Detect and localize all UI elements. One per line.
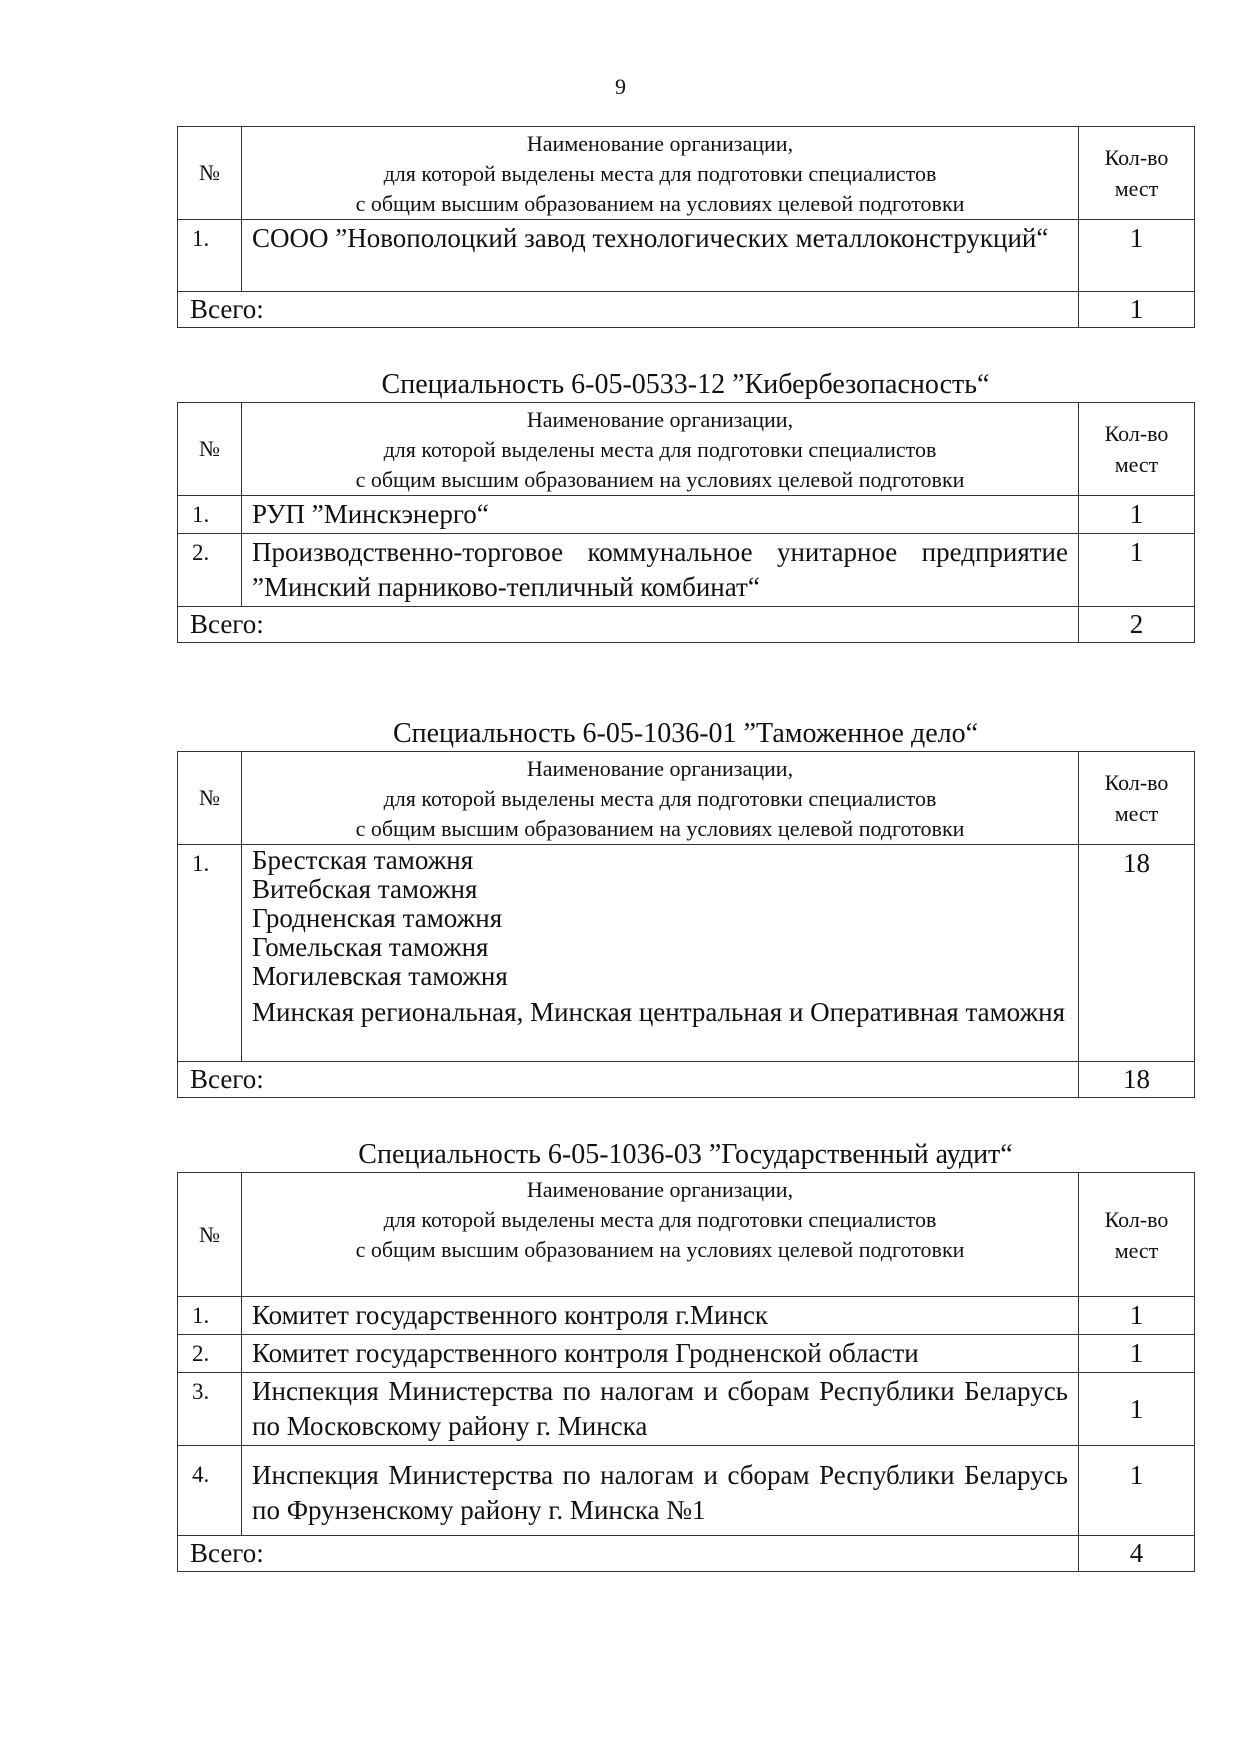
places-count: 1 [1079, 496, 1195, 534]
total-count: 1 [1079, 292, 1195, 328]
customs-office: Витебская таможня [252, 874, 478, 904]
table-row [178, 1446, 1195, 1536]
header-quantity [1079, 752, 1195, 845]
header-number: № [178, 752, 242, 845]
table-header-row [178, 752, 1195, 845]
total-row [178, 1536, 1195, 1572]
places-count: 18 [1079, 845, 1195, 1062]
table-row [178, 220, 1195, 292]
section-4 [177, 1138, 1194, 1572]
total-count: 18 [1079, 1062, 1195, 1098]
total-row [178, 607, 1195, 643]
customs-office: Гродненская таможня [252, 903, 503, 933]
total-label: Всего: [178, 292, 1079, 328]
section-heading: Специальность 6-05-1036-03 ”Государственный аудит“ [358, 1139, 1013, 1170]
header-qty-line: мест [1114, 1237, 1159, 1263]
organizations-table [177, 1172, 1195, 1572]
organization-name: СООО ”Новополоцкий завод технологических металлоконструкций“ [242, 220, 1079, 292]
organizations-table [177, 126, 1195, 328]
places-count: 1 [1079, 1446, 1195, 1536]
organizations-table [177, 751, 1195, 1098]
page-number: 9 [615, 74, 626, 99]
header-name-line: с общим высшим образованием на условиях целевой подготовки [355, 467, 965, 492]
organization-name: Комитет государственного контроля Гродненской области [242, 1335, 1079, 1373]
total-row [178, 1062, 1195, 1098]
table-row [178, 1335, 1195, 1373]
header-name-line: для которой выделены места для подготовки специалистов [383, 786, 937, 811]
customs-office: Минская региональная, Минская центральная и Оперативная таможня [252, 997, 1066, 1027]
row-number: 3. [178, 1373, 242, 1446]
table-row [178, 534, 1195, 607]
places-count: 1 [1079, 1373, 1195, 1446]
header-qty-line: мест [1114, 801, 1159, 826]
header-organization-name [242, 1173, 1079, 1297]
header-quantity [1079, 1173, 1195, 1297]
header-name-line: для которой выделены места для подготовки специалистов [383, 1207, 937, 1232]
header-number: № [178, 403, 242, 496]
table-header-row [178, 127, 1195, 220]
organization-name: РУП ”Минскэнерго“ [242, 496, 1079, 534]
header-name-line: Наименование организации, [526, 1177, 794, 1202]
header-name-line: с общим высшим образованием на условиях целевой подготовки [355, 816, 965, 841]
header-quantity [1079, 403, 1195, 496]
header-qty-line: мест [1114, 176, 1159, 201]
table-row [178, 1373, 1195, 1446]
header-name-line: Наименование организации, [526, 407, 794, 432]
section-heading: Специальность 6-05-0533-12 ”Кибербезопасность“ [381, 369, 990, 400]
total-label: Всего: [178, 1536, 1079, 1572]
header-quantity [1079, 127, 1195, 220]
row-number: 1. [178, 220, 242, 292]
header-name-line: с общим высшим образованием на условиях целевой подготовки [355, 191, 965, 216]
section-2 [177, 368, 1194, 643]
row-number: 4. [178, 1446, 242, 1536]
header-qty-line: Кол-во [1104, 1206, 1169, 1232]
customs-office: Гомельская таможня [252, 932, 489, 962]
header-name-line: для которой выделены места для подготовки специалистов [383, 437, 937, 462]
places-count: 1 [1079, 534, 1195, 607]
header-qty-line: Кол-во [1104, 145, 1169, 170]
header-organization-name [242, 403, 1079, 496]
places-count: 1 [1079, 1335, 1195, 1373]
header-name-line: Наименование организации, [526, 756, 794, 781]
header-qty-line: Кол-во [1104, 421, 1169, 446]
places-count: 1 [1079, 1297, 1195, 1335]
total-row [178, 292, 1195, 328]
header-name-line: Наименование организации, [526, 131, 794, 156]
header-name-line: для которой выделены места для подготовки специалистов [383, 161, 937, 186]
header-number: № [178, 1173, 242, 1297]
row-number: 1. [178, 1297, 242, 1335]
table-row [178, 496, 1195, 534]
header-organization-name [242, 127, 1079, 220]
total-label: Всего: [178, 607, 1079, 643]
row-number: 1. [178, 496, 242, 534]
header-qty-line: Кол-во [1104, 770, 1169, 795]
organization-name: Инспекция Министерства по налогам и сборам Республики Беларусь по Фрунзенскому району г. Минска №1 [242, 1446, 1079, 1536]
header-name-line: с общим высшим образованием на условиях целевой подготовки [355, 1237, 965, 1262]
organization-name-list [242, 845, 1079, 1062]
table-header-row [178, 403, 1195, 496]
places-count: 1 [1079, 220, 1195, 292]
customs-office: Брестская таможня [252, 845, 474, 875]
table-row [178, 1297, 1195, 1335]
row-number: 2. [178, 534, 242, 607]
organization-name: Инспекция Министерства по налогам и сборам Республики Беларусь по Московскому району г. Минска [242, 1373, 1079, 1446]
header-qty-line: мест [1114, 452, 1159, 477]
organizations-table [177, 402, 1195, 643]
total-count: 2 [1079, 607, 1195, 643]
header-number: № [178, 127, 242, 220]
organization-name: Производственно-торговое коммунальное унитарное предприятие ”Минский парниково-тепличный комбинат“ [242, 534, 1079, 607]
customs-office: Могилевская таможня [252, 961, 508, 991]
section-3 [177, 717, 1194, 1098]
table-row [178, 845, 1195, 1062]
section-1 [177, 126, 1194, 328]
section-heading: Специальность 6-05-1036-01 ”Таможенное дело“ [392, 718, 979, 749]
header-organization-name [242, 752, 1079, 845]
organization-name: Комитет государственного контроля г.Минск [242, 1297, 1079, 1335]
total-label: Всего: [178, 1062, 1079, 1098]
row-number: 1. [178, 845, 242, 1062]
table-header-row [178, 1173, 1195, 1297]
total-count: 4 [1079, 1536, 1195, 1572]
row-number: 2. [178, 1335, 242, 1373]
